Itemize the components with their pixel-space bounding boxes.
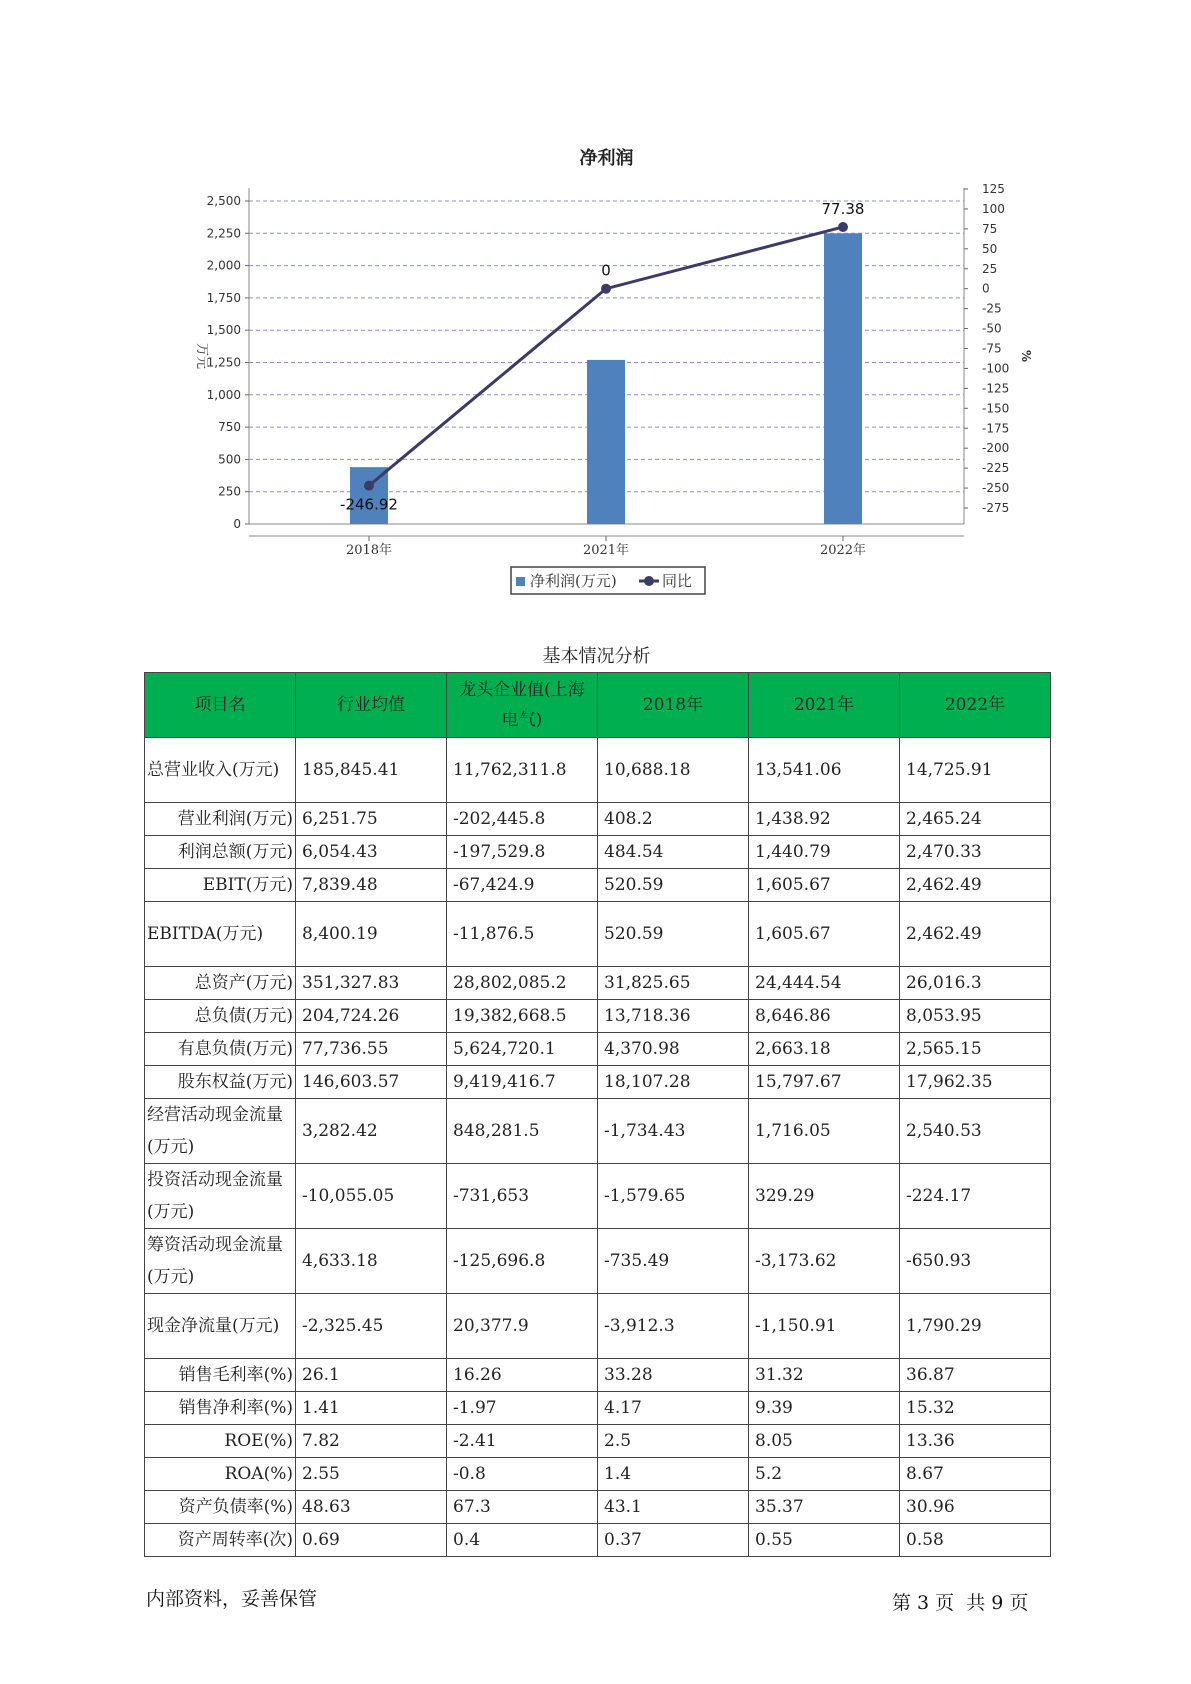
table-cell: 7,839.48 bbox=[296, 869, 447, 902]
table-row bbox=[145, 1099, 1051, 1164]
table-cell: 18,107.28 bbox=[598, 1066, 749, 1099]
y2-tick-label: -50 bbox=[982, 321, 1002, 336]
y2-tick-label: -125 bbox=[982, 381, 1010, 396]
table-row bbox=[145, 1033, 1051, 1066]
data-label: 0 bbox=[601, 261, 611, 280]
row-label: 销售毛利率(%) bbox=[145, 1359, 296, 1392]
table-cell: 35.37 bbox=[749, 1491, 900, 1524]
table-cell: 13.36 bbox=[900, 1425, 1051, 1458]
table-cell: 1,605.67 bbox=[749, 869, 900, 902]
row-label: ROE(%) bbox=[145, 1425, 296, 1458]
table-cell: 1,716.05 bbox=[749, 1099, 900, 1164]
table-row bbox=[145, 1524, 1051, 1557]
table-cell: 26,016.3 bbox=[900, 967, 1051, 1000]
table-cell: -202,445.8 bbox=[447, 803, 598, 836]
y-tick-label: 250 bbox=[218, 484, 241, 499]
net-profit-chart bbox=[0, 0, 1191, 610]
table-cell: 43.1 bbox=[598, 1491, 749, 1524]
table-cell: -1,579.65 bbox=[598, 1164, 749, 1229]
table-cell: -650.93 bbox=[900, 1229, 1051, 1294]
table-cell: 7.82 bbox=[296, 1425, 447, 1458]
row-label: 总营业收入(万元) bbox=[145, 738, 296, 803]
table-row bbox=[145, 803, 1051, 836]
table-cell: 351,327.83 bbox=[296, 967, 447, 1000]
legend-label-line: 同比 bbox=[662, 572, 693, 590]
table-cell: 0.37 bbox=[598, 1524, 749, 1557]
y-tick-label: 500 bbox=[218, 452, 241, 467]
table-cell: 9,419,416.7 bbox=[447, 1066, 598, 1099]
table-row bbox=[145, 1392, 1051, 1425]
y2-axis-label: % bbox=[1019, 349, 1033, 363]
row-label: 销售净利率(%) bbox=[145, 1392, 296, 1425]
table-cell: 13,541.06 bbox=[749, 738, 900, 803]
table-cell: 13,718.36 bbox=[598, 1000, 749, 1033]
y2-tick-label: -75 bbox=[982, 341, 1002, 356]
y-tick-label: 2,250 bbox=[206, 226, 241, 241]
y2-tick-label: -200 bbox=[982, 441, 1010, 456]
row-label: 资产负债率(%) bbox=[145, 1491, 296, 1524]
table-row bbox=[145, 1229, 1051, 1294]
table-cell: 26.1 bbox=[296, 1359, 447, 1392]
table-row bbox=[145, 1294, 1051, 1359]
table-cell: -125,696.8 bbox=[447, 1229, 598, 1294]
table-cell: 6,251.75 bbox=[296, 803, 447, 836]
table-cell: 1,605.67 bbox=[749, 902, 900, 967]
row-label: 现金净流量(万元) bbox=[145, 1294, 296, 1359]
y2-tick-label: 125 bbox=[982, 182, 1005, 196]
table-row bbox=[145, 1164, 1051, 1229]
row-label: 投资活动现金流量(万元) bbox=[145, 1164, 296, 1229]
y-axis-label: 万元 bbox=[194, 342, 209, 370]
table-cell: 0.4 bbox=[447, 1524, 598, 1557]
table-cell: 204,724.26 bbox=[296, 1000, 447, 1033]
table-cell: -3,173.62 bbox=[749, 1229, 900, 1294]
table-cell: -224.17 bbox=[900, 1164, 1051, 1229]
row-label: 营业利润(万元) bbox=[145, 803, 296, 836]
table-cell: 8.05 bbox=[749, 1425, 900, 1458]
y2-tick-label: -175 bbox=[982, 421, 1010, 436]
line-point bbox=[364, 481, 374, 491]
y2-tick-label: 100 bbox=[982, 201, 1005, 216]
y2-tick-label: 50 bbox=[982, 241, 998, 256]
y-tick-label: 1,000 bbox=[206, 387, 241, 402]
table-cell: 5.2 bbox=[749, 1458, 900, 1491]
legend-swatch-bar bbox=[516, 577, 525, 586]
y2-tick-label: -275 bbox=[982, 501, 1010, 515]
data-label: 77.38 bbox=[821, 199, 865, 218]
footer-confidential-note: 内部资料，妥善保管 bbox=[146, 1588, 318, 1610]
table-cell: 1,438.92 bbox=[749, 803, 900, 836]
x-tick-label: 2021年 bbox=[582, 543, 630, 558]
table-cell: 2,663.18 bbox=[749, 1033, 900, 1066]
table-cell: -2,325.45 bbox=[296, 1294, 447, 1359]
x-tick-label: 2018年 bbox=[345, 543, 393, 558]
table-row bbox=[145, 869, 1051, 902]
y2-tick-label: 25 bbox=[982, 261, 998, 276]
table-cell: -67,424.9 bbox=[447, 869, 598, 902]
table-cell: 2.5 bbox=[598, 1425, 749, 1458]
basic-analysis-table bbox=[144, 672, 1051, 1557]
table-cell: 185,845.41 bbox=[296, 738, 447, 803]
row-label: 利润总额(万元) bbox=[145, 836, 296, 869]
table-cell: 19,382,668.5 bbox=[447, 1000, 598, 1033]
row-label: EBITDA(万元) bbox=[145, 902, 296, 967]
legend-label-bar: 净利润(万元) bbox=[530, 572, 617, 590]
table-cell: 67.3 bbox=[447, 1491, 598, 1524]
table-row bbox=[145, 836, 1051, 869]
legend-swatch-point bbox=[644, 576, 654, 586]
table-cell: -1.97 bbox=[447, 1392, 598, 1425]
table-cell: 3,282.42 bbox=[296, 1099, 447, 1164]
y2-tick-label: 75 bbox=[982, 221, 998, 236]
table-cell: 8,400.19 bbox=[296, 902, 447, 967]
table-cell: -735.49 bbox=[598, 1229, 749, 1294]
table-cell: 2,470.33 bbox=[900, 836, 1051, 869]
table-cell: 36.87 bbox=[900, 1359, 1051, 1392]
y2-tick-label: -250 bbox=[982, 481, 1010, 496]
table-cell: -11,876.5 bbox=[447, 902, 598, 967]
bar bbox=[587, 360, 625, 524]
y-tick-label: 1,500 bbox=[206, 323, 241, 338]
table-row bbox=[145, 1458, 1051, 1491]
y-tick-label: 1,750 bbox=[206, 290, 241, 305]
header-cell: 2018年 bbox=[598, 673, 749, 738]
line-point bbox=[601, 284, 611, 294]
table-row bbox=[145, 1000, 1051, 1033]
row-label: 有息负债(万元) bbox=[145, 1033, 296, 1066]
table-cell: -10,055.05 bbox=[296, 1164, 447, 1229]
header-cell: 龙头企业值(上海电气) bbox=[447, 673, 598, 738]
x-tick-label: 2022年 bbox=[819, 543, 867, 558]
table-cell: 146,603.57 bbox=[296, 1066, 447, 1099]
table-cell: 6,054.43 bbox=[296, 836, 447, 869]
header-cell: 2022年 bbox=[900, 673, 1051, 738]
table-cell: 9.39 bbox=[749, 1392, 900, 1425]
table-cell: 4,633.18 bbox=[296, 1229, 447, 1294]
y2-tick-label: 0 bbox=[982, 281, 990, 296]
table-cell: -2.41 bbox=[447, 1425, 598, 1458]
table-cell: 77,736.55 bbox=[296, 1033, 447, 1066]
table-cell: -3,912.3 bbox=[598, 1294, 749, 1359]
table-cell: 8,053.95 bbox=[900, 1000, 1051, 1033]
table-cell: 2,540.53 bbox=[900, 1099, 1051, 1164]
table-cell: 848,281.5 bbox=[447, 1099, 598, 1164]
table-cell: 4.17 bbox=[598, 1392, 749, 1425]
data-label: -246.92 bbox=[340, 495, 398, 514]
table-cell: 28,802,085.2 bbox=[447, 967, 598, 1000]
line-point bbox=[838, 222, 848, 232]
table-cell: 520.59 bbox=[598, 902, 749, 967]
row-label: 股东权益(万元) bbox=[145, 1066, 296, 1099]
y2-tick-label: -100 bbox=[982, 361, 1010, 376]
table-cell: 4,370.98 bbox=[598, 1033, 749, 1066]
table-row bbox=[145, 967, 1051, 1000]
table-cell: 1,440.79 bbox=[749, 836, 900, 869]
table-cell: 24,444.54 bbox=[749, 967, 900, 1000]
table-cell: 15,797.67 bbox=[749, 1066, 900, 1099]
table-cell: 484.54 bbox=[598, 836, 749, 869]
table-header-row bbox=[145, 673, 1051, 738]
table-cell: 15.32 bbox=[900, 1392, 1051, 1425]
row-label: EBIT(万元) bbox=[145, 869, 296, 902]
y-tick-label: 750 bbox=[218, 420, 241, 435]
table-cell: -197,529.8 bbox=[447, 836, 598, 869]
row-label: 总负债(万元) bbox=[145, 1000, 296, 1033]
table-cell: 20,377.9 bbox=[447, 1294, 598, 1359]
row-label: 总资产(万元) bbox=[145, 967, 296, 1000]
header-cell: 2021年 bbox=[749, 673, 900, 738]
y-tick-label: 2,000 bbox=[206, 258, 241, 273]
y-tick-label: 1,250 bbox=[206, 355, 241, 370]
table-cell: 0.69 bbox=[296, 1524, 447, 1557]
table-cell: -1,150.91 bbox=[749, 1294, 900, 1359]
table-cell: 10,688.18 bbox=[598, 738, 749, 803]
table-cell: 30.96 bbox=[900, 1491, 1051, 1524]
table-cell: 408.2 bbox=[598, 803, 749, 836]
table-row bbox=[145, 902, 1051, 967]
chart-title: 净利润 bbox=[579, 148, 634, 169]
table-cell: 8,646.86 bbox=[749, 1000, 900, 1033]
y-tick-label: 2,500 bbox=[206, 194, 241, 208]
table-cell: -731,653 bbox=[447, 1164, 598, 1229]
header-cell: 行业均值 bbox=[296, 673, 447, 738]
table-row bbox=[145, 738, 1051, 803]
y2-tick-label: -225 bbox=[982, 461, 1010, 476]
table-cell: 17,962.35 bbox=[900, 1066, 1051, 1099]
table-row bbox=[145, 1066, 1051, 1099]
table-cell: 31.32 bbox=[749, 1359, 900, 1392]
table-row bbox=[145, 1359, 1051, 1392]
table-cell: 5,624,720.1 bbox=[447, 1033, 598, 1066]
table-cell: 520.59 bbox=[598, 869, 749, 902]
table-cell: 2,462.49 bbox=[900, 902, 1051, 967]
y2-tick-label: -150 bbox=[982, 401, 1010, 416]
table-cell: 1.4 bbox=[598, 1458, 749, 1491]
y2-tick-label: -25 bbox=[982, 301, 1002, 316]
table-cell: 14,725.91 bbox=[900, 738, 1051, 803]
table-cell: 48.63 bbox=[296, 1491, 447, 1524]
table-cell: 2.55 bbox=[296, 1458, 447, 1491]
table-cell: 2,465.24 bbox=[900, 803, 1051, 836]
footer-page-number: 第 3 页 共 9 页 bbox=[892, 1592, 1029, 1614]
table-cell: 8.67 bbox=[900, 1458, 1051, 1491]
table-cell: -1,734.43 bbox=[598, 1099, 749, 1164]
table-cell: 31,825.65 bbox=[598, 967, 749, 1000]
row-label: 经营活动现金流量(万元) bbox=[145, 1099, 296, 1164]
table-cell: 2,565.15 bbox=[900, 1033, 1051, 1066]
table-cell: -0.8 bbox=[447, 1458, 598, 1491]
y-tick-label: 0 bbox=[233, 517, 241, 531]
table-cell: 11,762,311.8 bbox=[447, 738, 598, 803]
table-row bbox=[145, 1425, 1051, 1458]
row-label: ROA(%) bbox=[145, 1458, 296, 1491]
table-cell: 16.26 bbox=[447, 1359, 598, 1392]
table-cell: 1.41 bbox=[296, 1392, 447, 1425]
table-cell: 1,790.29 bbox=[900, 1294, 1051, 1359]
table-cell: 33.28 bbox=[598, 1359, 749, 1392]
bar bbox=[824, 233, 862, 524]
table-row bbox=[145, 1491, 1051, 1524]
table-cell: 0.58 bbox=[900, 1524, 1051, 1557]
header-cell: 项目名 bbox=[145, 673, 296, 738]
table-cell: 329.29 bbox=[749, 1164, 900, 1229]
row-label: 筹资活动现金流量(万元) bbox=[145, 1229, 296, 1294]
row-label: 资产周转率(次) bbox=[145, 1524, 296, 1557]
table-cell: 2,462.49 bbox=[900, 869, 1051, 902]
table-caption: 基本情况分析 bbox=[542, 646, 651, 667]
table-cell: 0.55 bbox=[749, 1524, 900, 1557]
